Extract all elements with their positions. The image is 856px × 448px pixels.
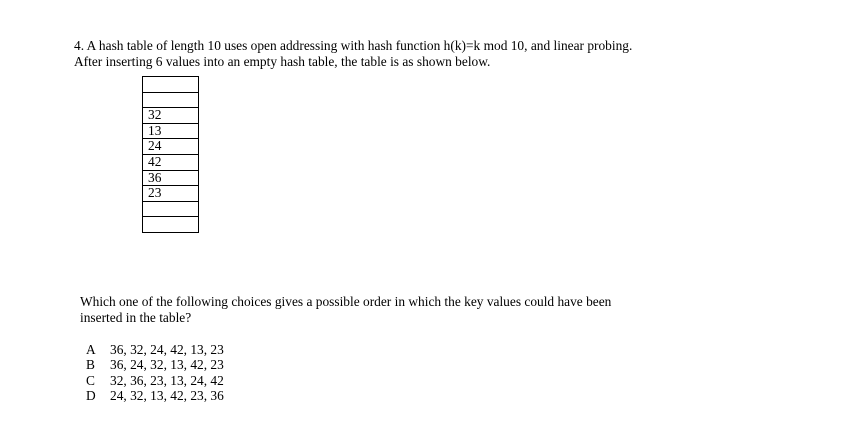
hash-table-cell	[143, 92, 199, 108]
answer-choices	[86, 342, 224, 403]
question-prompt	[80, 294, 780, 326]
hash-table-cell: 32	[143, 108, 199, 124]
choice-b	[86, 357, 224, 372]
choice-text: 36, 32, 24, 42, 13, 23	[110, 342, 224, 357]
choice-a	[86, 342, 224, 357]
hash-table-cell: 24	[143, 139, 199, 155]
hash-table-slot-4	[143, 139, 199, 155]
hash-table-cell	[143, 201, 199, 217]
hash-table-slot-6	[143, 170, 199, 186]
hash-table-cell: 36	[143, 170, 199, 186]
hash-table-cell: 13	[143, 123, 199, 139]
choice-text: 36, 24, 32, 13, 42, 23	[110, 357, 224, 373]
hash-table-cell	[143, 77, 199, 93]
hash-table-slot-9	[143, 217, 199, 233]
choice-text: 32, 36, 23, 13, 24, 42	[110, 372, 224, 388]
hash-table-cell: 23	[143, 186, 199, 202]
hash-table-slot-0	[143, 77, 199, 93]
question-intro-line-2: After inserting 6 values into an empty hash table, the table is as shown below.	[74, 54, 491, 69]
question-prompt-line-1: Which one of the following choices gives a possible order in which the key values could have been	[80, 294, 612, 309]
choice-letter: C	[86, 372, 95, 388]
hash-table-cell: 42	[143, 154, 199, 170]
choice-d	[86, 388, 224, 403]
hash-table-slot-3	[143, 123, 199, 139]
choice-letter: D	[86, 387, 96, 403]
choice-letter: A	[86, 342, 96, 357]
hash-table-slot-1	[143, 92, 199, 108]
hash-table	[142, 76, 199, 233]
hash-table-cell	[143, 217, 199, 233]
choice-text: 24, 32, 13, 42, 23, 36	[110, 387, 224, 403]
hash-table-slot-2	[143, 108, 199, 124]
question-prompt-line-2: inserted in the table?	[80, 310, 192, 325]
choice-letter: B	[86, 357, 95, 373]
question-intro	[74, 38, 774, 70]
hash-table-slot-8	[143, 201, 199, 217]
choice-c	[86, 373, 224, 388]
hash-table-slot-5	[143, 154, 199, 170]
question-intro-line-1: 4. A hash table of length 10 uses open addressing with hash function h(k)=k mod 10, and linear probing.	[74, 38, 633, 53]
hash-table-slot-7	[143, 186, 199, 202]
